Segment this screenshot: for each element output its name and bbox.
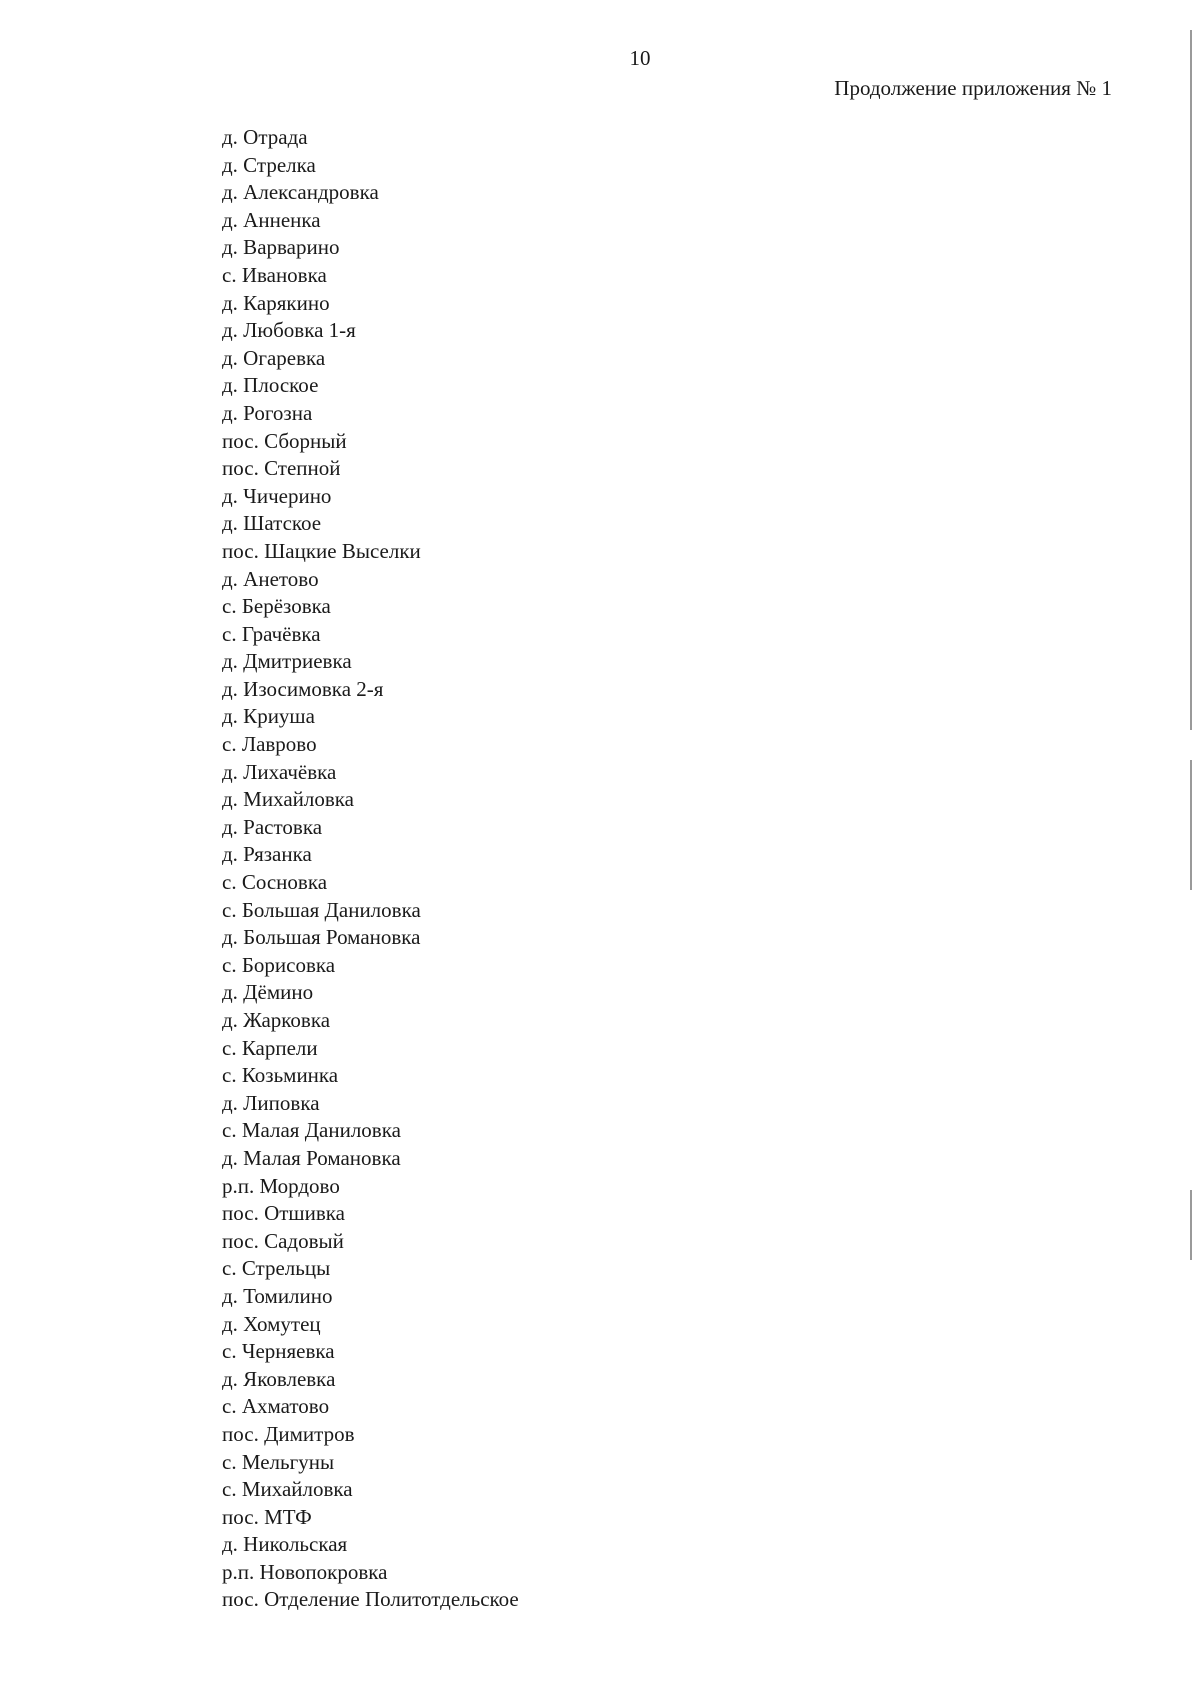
list-item: д. Жарковка [222,1008,331,1032]
list-item: пос. МТФ [222,1504,312,1529]
list-item: д. Яковлевка [222,1366,336,1391]
list-item: с. Карпели [222,1035,318,1060]
list-item: р.п. Мордово [222,1173,340,1198]
scan-edge-mark [1190,760,1192,890]
list-item: д. Липовка [222,1090,320,1115]
header-note: Продолжение приложения № 1 [834,76,1112,100]
list-item: с. Ахматово [222,1394,330,1419]
list-item: д. Чичерино [222,483,332,508]
list-item: д. Рязанка [222,842,312,867]
list-item: д. Стрелка [222,152,316,177]
list-item: д. Томилино [222,1283,333,1308]
page-number: 10 [629,46,651,70]
list-item: пос. Отшивка [222,1201,345,1226]
list-item: д. Любовка 1-я [222,318,356,343]
list-item: с. Мельгуны [222,1449,335,1474]
list-item: д. Шатское [222,511,322,536]
list-item: д. Огаревка [222,345,326,370]
list-item: пос. Шацкие Выселки [222,538,421,563]
list-item: пос. Димитров [222,1421,355,1446]
list-item: д. Анненка [222,207,321,232]
list-item: д. Большая Романовка [222,925,421,950]
list-item: с. Черняевка [222,1339,335,1364]
list-item: с. Сосновка [222,870,328,895]
list-item: пос. Степной [222,456,341,481]
list-item: с. Стрельцы [222,1256,331,1281]
scan-edge-mark [1190,1190,1192,1260]
list-item: д. Дёмино [222,980,314,1005]
list-item: р.п. Новопокровка [222,1559,388,1584]
list-item: с. Ивановка [222,262,327,287]
list-item: д. Дмитриевка [222,649,352,674]
list-item: с. Борисовка [222,952,336,977]
list-item: д. Карякино [222,290,330,315]
list-item: д. Александровка [222,180,379,205]
list-item: д. Отрада [222,125,308,149]
list-item: пос. Сборный [222,428,347,453]
list-item: д. Плоское [222,373,319,398]
list-item: д. Варварино [222,235,340,260]
list-item: д. Анетово [222,566,319,591]
list-item: пос. Отделение Политотдельское [222,1587,519,1612]
list-item: с. Большая Даниловка [222,897,421,922]
settlement-list [222,124,519,1614]
list-item: д. Лихачёвка [222,759,337,784]
list-item: д. Михайловка [222,787,354,812]
list-item: д. Рогозна [222,400,313,425]
list-item: д. Криуша [222,704,315,729]
list-item: с. Козьминка [222,1063,339,1088]
list-item: д. Никольская [222,1532,348,1557]
list-item: пос. Садовый [222,1228,344,1253]
list-item: с. Грачёвка [222,621,321,646]
list-item: д. Малая Романовка [222,1145,401,1170]
list-item: с. Михайловка [222,1477,353,1502]
list-item: с. Лаврово [222,732,317,757]
scan-edge-mark [1190,30,1192,730]
list-item: с. Берёзовка [222,594,331,619]
list-item: д. Хомутец [222,1311,321,1336]
list-item: д. Растовка [222,814,323,839]
list-item: д. Изосимовка 2-я [222,676,384,701]
list-item: с. Малая Даниловка [222,1118,401,1143]
